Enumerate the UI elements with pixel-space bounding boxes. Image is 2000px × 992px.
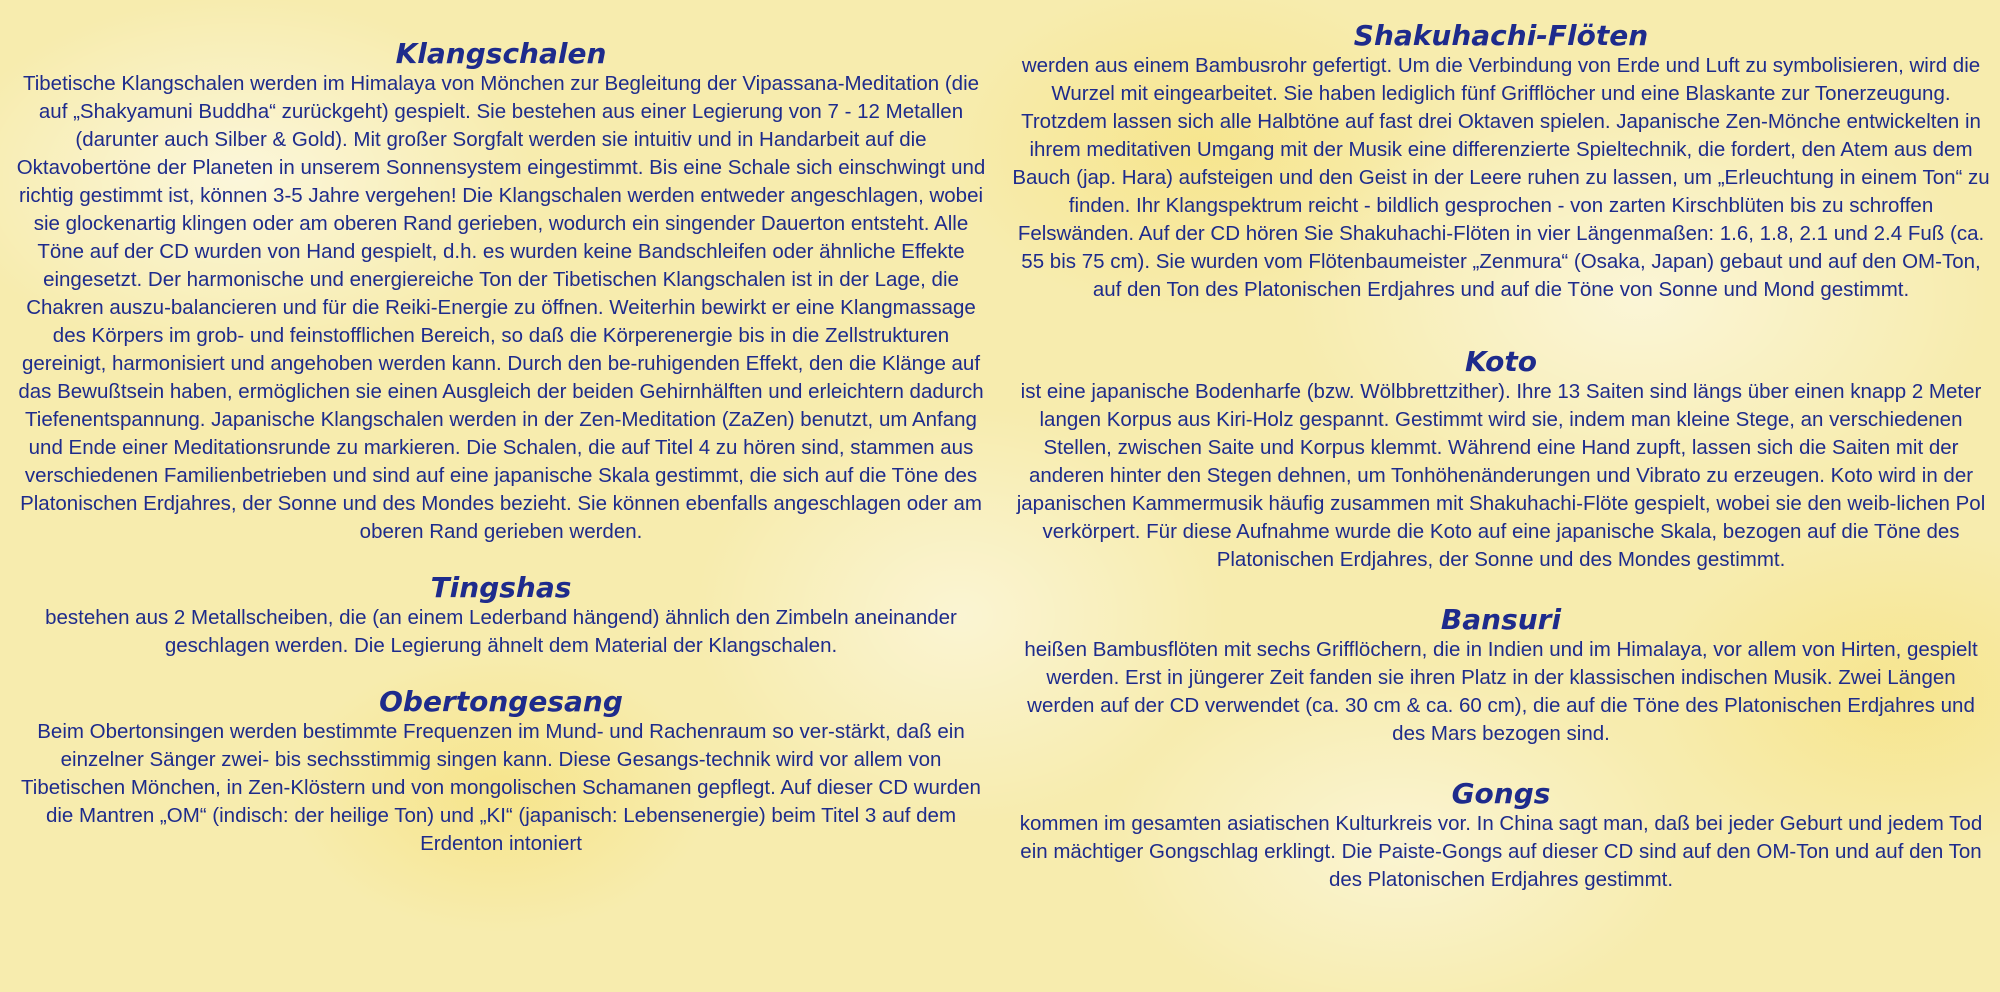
section-shakuhachi [1012, 20, 1990, 304]
section-koto [1012, 346, 1990, 574]
section-title: Gongs [1451, 777, 1551, 810]
section-obertongesang [16, 686, 986, 858]
section-klangschalen [16, 38, 986, 546]
right-column [1012, 20, 1990, 894]
section-title: Obertongesang [379, 685, 623, 718]
section-title: Koto [1464, 345, 1538, 378]
section-text: kommen im gesamten asiatischen Kulturkreis vor. In China sagt man, daß bei jeder Geburt und jedem Tod ein mächtiger Gongschlag erklingt. Die Paiste-Gongs auf dieser CD sind auf den OM-Ton und auf den Ton des Platonischen Erdjahres gestimmt. [1019, 812, 1983, 891]
section-text: Beim Obertonsingen werden bestimmte Frequenzen im Mund- und Rachenraum so ver-stärkt, daß ein einzelner Sänger zwei- bis sechsstimmig singen kann. Diese Gesangs-technik wird vor allem von Tibetischen Mönchen, in Zen-Klöstern und von mongolischen Schamanen gepflegt. Auf dieser CD wurden die Mantren „OM“ (indisch: der heilige Ton) und „KI“ (japanisch: Lebensenergie) beim Titel 3 auf dem Erdenton intoniert [21, 720, 981, 855]
left-column [16, 38, 986, 858]
section-text: heißen Bambusflöten mit sechs Grifflöchern, die in Indien und im Himalaya, vor allem von Hirten, gespielt werden. Erst in jüngerer Zeit fanden sie ihren Platz in der klassischen indischen Musik. Zwei Längen werden auf der CD verwendet (ca. 30 cm & ca. 60 cm), die auf die Töne des Platonischen Erdjahres und des Mars bezogen sind. [1024, 638, 1978, 745]
section-title: Tingshas [430, 571, 572, 604]
section-title: Shakuhachi-Flöten [1353, 19, 1649, 52]
section-title: Bansuri [1440, 603, 1562, 636]
section-text: bestehen aus 2 Metallscheiben, die (an einem Lederband hängend) ähnlich den Zimbeln aneinander geschlagen werden. Die Legierung ähnelt dem Material der Klangschalen. [45, 606, 957, 657]
section-title: Klangschalen [395, 37, 607, 70]
section-gongs [1012, 778, 1990, 894]
section-text: ist eine japanische Bodenharfe (bzw. Wölbbrettzither). Ihre 13 Saiten sind längs über einen knapp 2 Meter langen Korpus aus Kiri-Holz gespannt. Gestimmt wird sie, indem man kleine Stege, an verschiedenen Stellen, zwischen Saite und Korpus klemmt. Während eine Hand zupft, lassen sich die Saiten mit der anderen hinter den Stegen dehnen, um Tonhöhenänderungen und Vibrato zu erzeugen. Koto wird in der japanischen Kammermusik häufig zusammen mit Shakuhachi-Flöte gespielt, wobei sie den weib-lichen Pol verkörpert. Für diese Aufnahme wurde die Koto auf eine japanische Skala, bezogen auf die Töne des Platonischen Erdjahres, der Sonne und des Mondes gestimmt. [1016, 380, 1986, 571]
section-text: werden aus einem Bambusrohr gefertigt. Um die Verbindung von Erde und Luft zu symbolisieren, wird die Wurzel mit eingearbeitet. Sie haben lediglich fünf Grifflöcher und eine Blaskante zur Tonerzeugung. Trotzdem lassen sich alle Halbtöne auf fast drei Oktaven spielen. Japanische Zen-Mönche entwickelten in ihrem meditativen Umgang mit der Musik eine differenzierte Spieltechnik, die fordert, den Atem aus dem Bauch (jap. Hara) aufsteigen und den Geist in der Leere ruhen zu lassen, um „Erleuchtung in einem Ton“ zu finden. Ihr Klangspektrum reicht - bildlich gesprochen - von zarten Kirschblüten bis zu schroffen Felswänden. Auf der CD hören Sie Shakuhachi-Flöten in vier Längenmaßen: 1.6, 1.8, 2.1 und 2.4 Fuß (ca. 55 bis 75 cm). Sie wurden vom Flötenbaumeister „Zenmura“ (Osaka, Japan) gebaut und auf den OM-Ton, auf den Ton des Platonischen Erdjahres und auf die Töne von Sonne und Mond gestimmt. [1012, 54, 1990, 301]
section-tingshas [16, 572, 986, 660]
section-bansuri [1012, 604, 1990, 748]
section-text: Tibetische Klangschalen werden im Himalaya von Mönchen zur Begleitung der Vipassana-Meditation (die auf „Shakyamuni Buddha“ zurückgeht) gespielt. Sie bestehen aus einer Legierung von 7 - 12 Metallen (darunter auch Silber & Gold). Mit großer Sorgfalt werden sie intuitiv und in Handarbeit auf die Oktavobertöne der Planeten in unserem Sonnensystem eingestimmt. Bis eine Schale sich einschwingt und richtig gestimmt ist, können 3-5 Jahre vergehen! Die Klangschalen werden entweder angeschlagen, wobei sie glockenartig klingen oder am oberen Rand gerieben, wodurch ein singender Dauerton entsteht. Alle Töne auf der CD wurden von Hand gespielt, d.h. es wurden keine Bandschleifen oder ähnliche Effekte eingesetzt. Der harmonische und energiereiche Ton der Tibetischen Klangschalen ist in der Lage, die Chakren auszu-balancieren und für die Reiki-Energie zu öffnen. Weiterhin bewirkt er eine Klangmassage des Körpers im grob- und feinstofflichen Bereich, so daß die Körperenergie bis in die Zellstrukturen gereinigt, harmonisiert und angehoben werden kann. Durch den be-ruhigenden Effekt, den die Klänge auf das Bewußtsein haben, ermöglichen sie einen Ausgleich der beiden Gehirnhälften und erleichtern dadurch Tiefenentspannung. Japanische Klangschalen werden in der Zen-Meditation (ZaZen) benutzt, um Anfang und Ende einer Meditationsrunde zu markieren. Die Schalen, die auf Titel 4 zu hören sind, stammen aus verschiedenen Familienbetrieben und sind auf eine japanische Skala gestimmt, die sich auf die Töne des Platonischen Erdjahres, der Sonne und des Mondes bezieht. Sie können ebenfalls angeschlagen oder am oberen Rand gerieben werden. [16, 72, 986, 543]
